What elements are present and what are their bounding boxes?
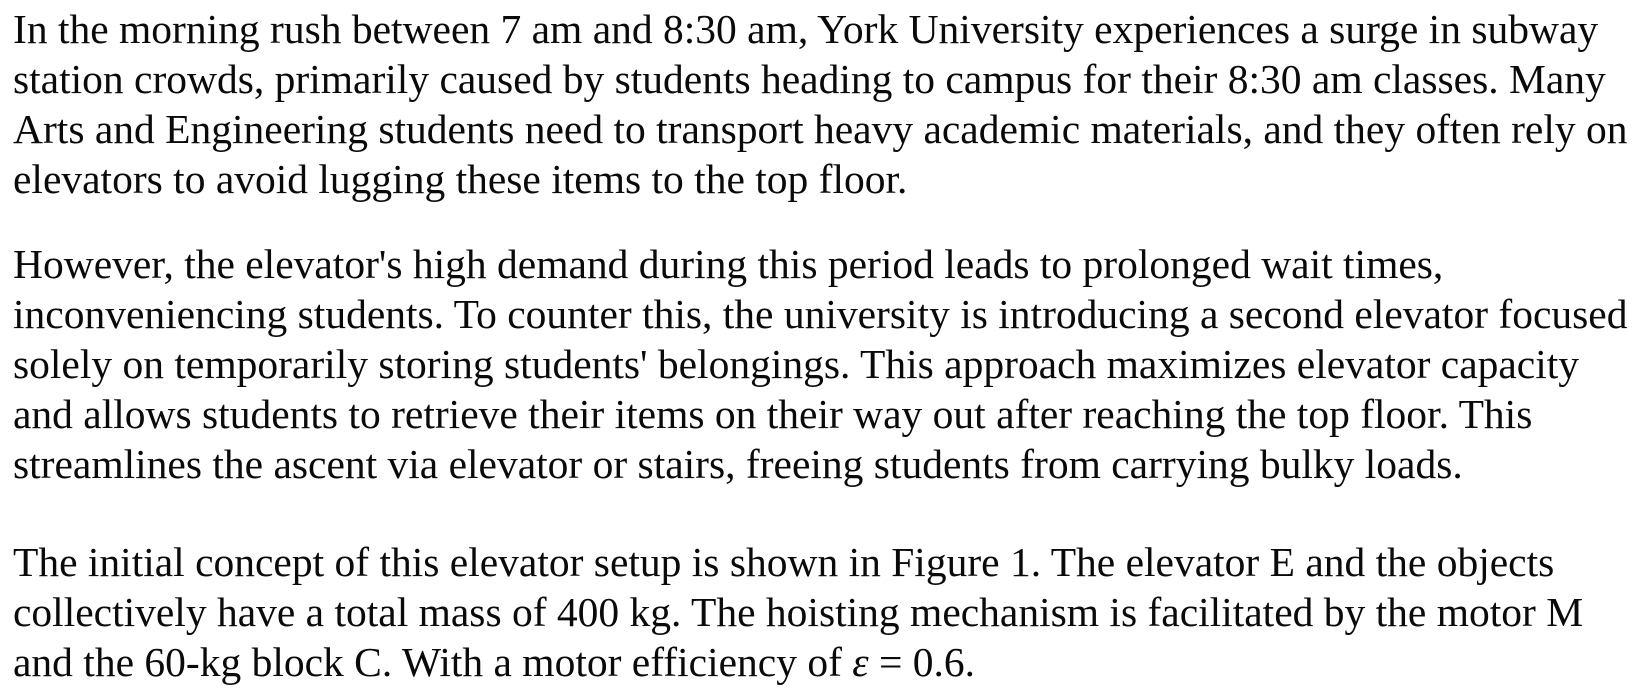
text-segment: = 0.6. bbox=[868, 639, 976, 685]
text-line: inconveniencing students. To counter this, the university is introducing a second elevator focused bbox=[13, 291, 1628, 337]
text-line bbox=[13, 637, 1643, 687]
paragraph-1 bbox=[13, 4, 1643, 204]
paragraph-2 bbox=[13, 239, 1643, 489]
text-line: collectively have a total mass of 400 kg. The hoisting mechanism is facilitated by the motor M bbox=[13, 589, 1584, 635]
text-line: However, the elevator's high demand during this period leads to prolonged wait times, bbox=[13, 241, 1444, 287]
text-line: In the morning rush between 7 am and 8:30 am, York University experiences a surge in subway bbox=[13, 6, 1599, 52]
text-line: and allows students to retrieve their items on their way out after reaching the top floor. This bbox=[13, 391, 1533, 437]
text-line: streamlines the ascent via elevator or stairs, freeing students from carrying bulky loads. bbox=[13, 441, 1463, 487]
text-line: solely on temporarily storing students' belongings. This approach maximizes elevator capacity bbox=[13, 341, 1580, 387]
text-line: The initial concept of this elevator setup is shown in Figure 1. The elevator E and the objects bbox=[13, 539, 1555, 585]
math-symbol-epsilon: ε bbox=[852, 639, 869, 685]
paragraph-3 bbox=[13, 537, 1643, 687]
text-segment: and the 60-kg block C. With a motor efficiency of bbox=[13, 639, 853, 685]
text-line: station crowds, primarily caused by students heading to campus for their 8:30 am classes. Many bbox=[13, 56, 1606, 102]
text-line: elevators to avoid lugging these items to the top floor. bbox=[13, 156, 908, 202]
text-line: Arts and Engineering students need to transport heavy academic materials, and they often rely on bbox=[13, 106, 1628, 152]
